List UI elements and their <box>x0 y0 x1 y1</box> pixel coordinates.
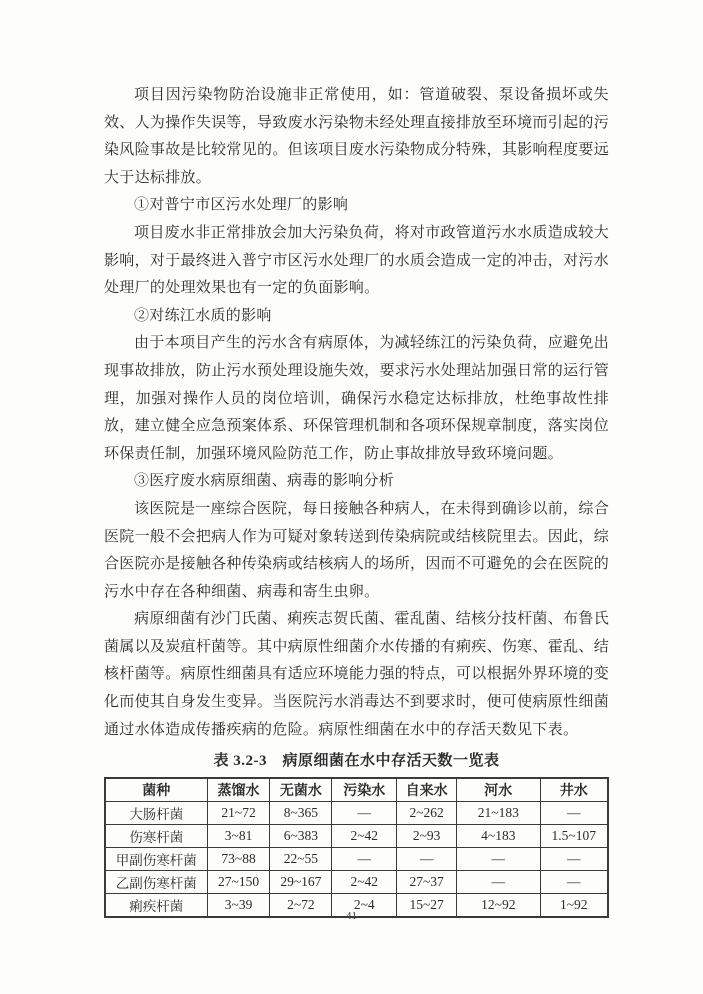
cell-value: 2~72 <box>270 894 332 918</box>
cell-value: 4~183 <box>457 825 540 848</box>
cell-value: 2~4 <box>332 894 397 918</box>
cell-value: — <box>540 871 608 894</box>
cell-value: 1~92 <box>540 894 608 918</box>
subheading-lianjiang-water-quality: ②对练江水质的影响 <box>134 307 272 324</box>
cell-value: — <box>397 848 457 871</box>
cell-value: 22~55 <box>270 848 332 871</box>
cell-value: 6~383 <box>270 825 332 848</box>
paragraph-hospital-description: 该医院是一座综合医院，每日接触各种病人，在未得到确诊以前，综合医院一般不会把病人作为可疑对象转送到传染病院或结核院里去。因此，综合医院亦是接触各种传染病或结核病人的场所，因而不可避免的会在医院的污水中存在各种细菌、病毒和寄生虫卵。 <box>104 500 609 600</box>
cell-value: 2~42 <box>332 871 397 894</box>
cell-value: 3~81 <box>207 825 270 848</box>
cell-bacteria-name: 痢疾杆菌 <box>105 894 207 918</box>
cell-value: — <box>457 871 540 894</box>
subheading-medical-wastewater-analysis: ③医疗废水病原细菌、病毒的影响分析 <box>134 473 395 490</box>
bacteria-survival-table <box>104 777 609 918</box>
column-header-well-water: 井水 <box>540 778 608 802</box>
table-row <box>105 802 608 825</box>
column-header-polluted-water: 污染水 <box>332 778 397 802</box>
cell-value: — <box>332 802 397 825</box>
paragraph-lianjiang-water-quality: 由于本项目产生的污水含有病原体，为减轻练江的污染负荷，应避免出现事故排放，防止污水预处理设施失效，要求污水处理站加强日常的运行管理，加强对操作人员的岗位培训，确保污水稳定达标排放，杜绝事故性排放，建立健全应急预案体系、环保管理机制和各项环保规章制度，落实岗位环保责任制，加强环境风险防范工作，防止事故排放导致环境问题。 <box>104 335 609 462</box>
cell-bacteria-name: 大肠杆菌 <box>105 802 207 825</box>
cell-value: 21~72 <box>207 802 270 825</box>
column-header-tap-water: 自来水 <box>397 778 457 802</box>
cell-value: 1.5~107 <box>540 825 608 848</box>
table-title: 表 3.2-3 病原细菌在水中存活天数一览表 <box>213 753 500 770</box>
cell-value: 27~37 <box>397 871 457 894</box>
cell-value: 27~150 <box>207 871 270 894</box>
table-row <box>105 825 608 848</box>
table-row <box>105 871 608 894</box>
cell-value: 29~167 <box>270 871 332 894</box>
paragraph-sewage-plant-impact: 项目废水非正常排放会加大污染负荷，将对市政管道污水水质造成较大影响，对于最终进入普宁市区污水处理厂的水质会造成一定的冲击，对污水处理厂的处理效果也有一定的负面影响。 <box>104 224 609 297</box>
table-row <box>105 848 608 871</box>
cell-value: 73~88 <box>207 848 270 871</box>
cell-value: 12~92 <box>457 894 540 918</box>
cell-value: 8~365 <box>270 802 332 825</box>
cell-value: 3~39 <box>207 894 270 918</box>
cell-value: 2~42 <box>332 825 397 848</box>
cell-value: 2~93 <box>397 825 457 848</box>
cell-value: 21~183 <box>457 802 540 825</box>
column-header-river-water: 河水 <box>457 778 540 802</box>
table-header-row <box>105 778 608 802</box>
document-content <box>104 82 609 918</box>
page-number: 41 <box>346 910 357 922</box>
cell-value: — <box>540 802 608 825</box>
column-header-bacteria: 菌种 <box>105 778 207 802</box>
column-header-distilled-water: 蒸馏水 <box>207 778 270 802</box>
cell-value: — <box>332 848 397 871</box>
cell-value: 2~262 <box>397 802 457 825</box>
cell-bacteria-name: 伤寒杆菌 <box>105 825 207 848</box>
paragraph-risk-accident: 项目因污染物防治设施非正常使用，如：管道破裂、泵设备损坏或失效、人为操作失误等，导致废水污染物未经处理直接排放至环境而引起的污染风险事故是比较常见的。但该项目废水污染物成分特殊，其影响程度要远大于达标排放。 <box>104 87 609 186</box>
column-header-sterile-water: 无菌水 <box>270 778 332 802</box>
cell-value: — <box>457 848 540 871</box>
cell-bacteria-name: 甲副伤寒杆菌 <box>105 848 207 871</box>
paragraph-pathogenic-bacteria: 病原细菌有沙门氏菌、痢疾志贺氏菌、霍乱菌、结核分技杆菌、布鲁氏菌属以及炭疽杆菌等。其中病原性细菌介水传播的有痢疾、伤寒、霍乱、结核杆菌等。病原性细菌具有适应环境能力强的特点，可以根据外界环境的变化而使其自身发生变异。当医院污水消毒达不到要求时，便可使病原性细菌通过水体造成传播疾病的危险。病原性细菌在水中的存活天数见下表。 <box>104 611 609 738</box>
subheading-sewage-plant-impact: ①对普宁市区污水处理厂的影响 <box>134 197 349 214</box>
cell-bacteria-name: 乙副伤寒杆菌 <box>105 871 207 894</box>
cell-value: — <box>540 848 608 871</box>
cell-value: 15~27 <box>397 894 457 918</box>
